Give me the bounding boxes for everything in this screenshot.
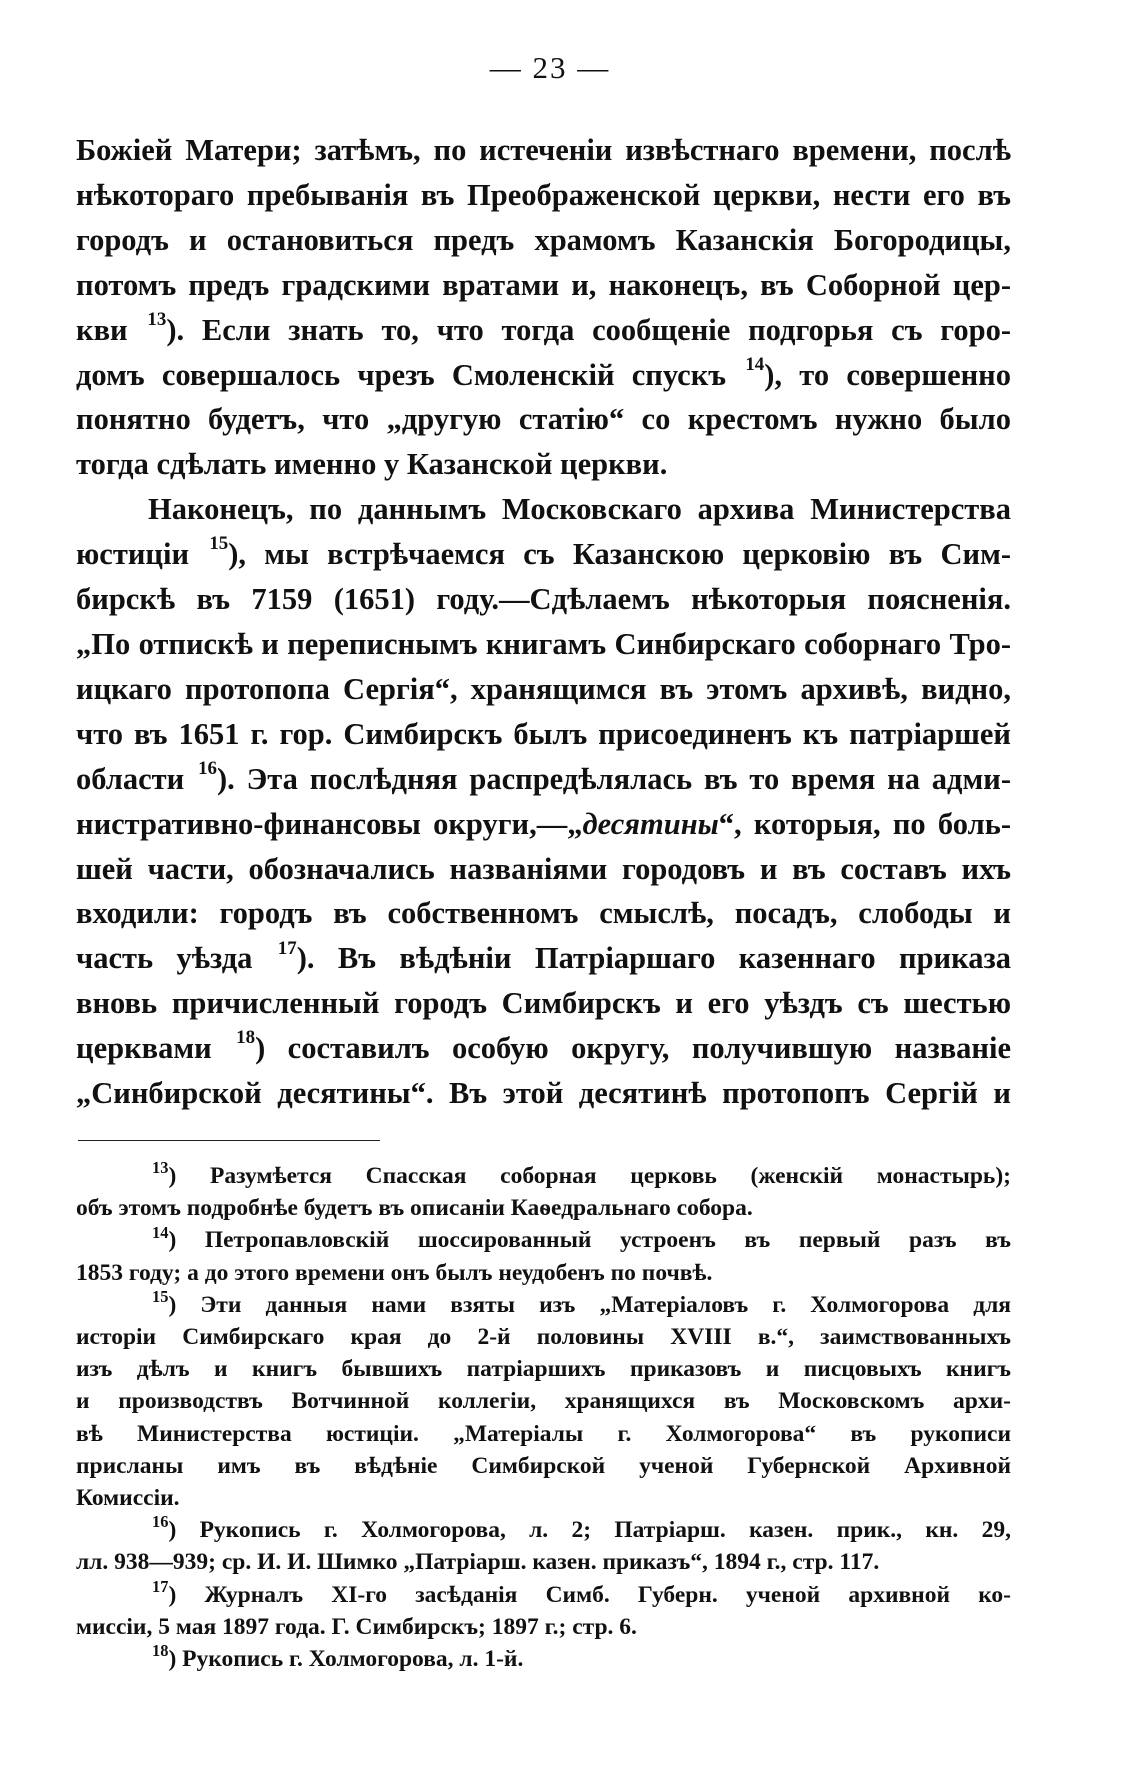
footnote-ref: 13 <box>147 308 167 330</box>
page-number: — 23 — <box>489 50 611 85</box>
text-line: „Синбирской десятины“. Въ этой десятинѣ протопопъ Сергій и <box>76 1076 1011 1111</box>
text-line: кви $^{13}$). Если знать то, что тогда сообщеніе подгорья съ горо- <box>76 308 1011 347</box>
footnote-divider <box>78 1140 380 1141</box>
text-line: понятно будетъ, что „другую статію“ со крестомъ нужно было <box>76 402 1011 437</box>
footnote: $^{13}$) Разумѣется Спасская соборная церковь (женскій монастырь); объ этомъ подробнѣе будетъ въ описаніи Каѳедральнаго собора. <box>76 1158 1011 1222</box>
text-line: области $^{16}$). Эта послѣдняя распредѣлялась въ то время на адми- <box>76 757 1011 796</box>
text-line: церквами $^{18}$) составилъ особую округу, получившую названіе <box>76 1027 1012 1066</box>
footnote-number: 16 <box>152 1512 169 1532</box>
text-line: что въ 1651 г. гор. Симбирскъ былъ присоединенъ къ патріаршей <box>76 716 1011 751</box>
footnote: $^{18}$) Рукопись г. Холмогорова, л. 1-й. <box>152 1641 524 1673</box>
text-line: бирскѣ въ 7159 (1651) году.—Сдѣлаемъ нѣкоторыя поясненія. <box>76 582 1011 617</box>
footnote-ref: 17 <box>277 937 297 959</box>
footnote-number: 18 <box>152 1641 169 1661</box>
footnote-ref: 14 <box>745 353 765 375</box>
text-line: часть уѣзда $^{17}$). Въ вѣдѣніи Патріаршаго казеннаго приказа <box>76 937 1011 976</box>
text-line: ицкаго протопопа Сергія“, хранящимся въ этомъ архивѣ, видно, <box>76 671 1011 706</box>
footnote-ref: 16 <box>198 757 217 779</box>
italic-term: десятины <box>582 806 719 841</box>
footnote-number: 14 <box>152 1222 169 1242</box>
footnote-number: 13 <box>152 1158 169 1178</box>
text-line: потомъ предъ градскими вратами и, наконецъ, въ Соборной цер- <box>76 267 1011 302</box>
text-line: тогда сдѣлать именно у Казанской церкви. <box>76 447 668 482</box>
text-line: домъ совершалось чрезъ Смоленскій спускъ $^{14}$), то совершенно <box>76 353 1012 392</box>
text-line: Божіей Матери; затѣмъ, по истеченіи извѣстнаго времени, послѣ <box>76 133 1011 167</box>
footnote-ref: 15 <box>209 533 229 555</box>
text-line: шей части, обозначались названіями городовъ и въ составъ ихъ <box>76 851 1011 886</box>
footnote-number: 15 <box>152 1286 169 1306</box>
footnote: $^{14}$) Петропавловскій шоссированный устроенъ въ первый разъ въ 1853 году; а до этого времени онъ былъ неудобенъ по почвѣ. <box>76 1222 1011 1286</box>
text-line: Наконецъ, по даннымъ Московскаго архива Министерства <box>148 492 1011 527</box>
footnotes <box>76 1160 1011 1675</box>
footnote: $^{17}$) Журналъ XI-го засѣданія Симб. Губерн. ученой архивной ко- миссіи, 5 мая 1897 года. Г. Симбирскъ; 1897 г.; стр. 6. <box>76 1576 1011 1640</box>
text-line: городъ и остановиться предъ храмомъ Казанскія Богородицы, <box>76 222 1011 257</box>
footnote: $^{15}$) Эти данныя нами взяты изъ „Матеріаловъ г. Холмогорова для исторіи Симбирскаго края до 2-й половины XVIII в.“, заимствованныхъ изъ дѣлъ и книгъ бывшихъ патріаршихъ приказовъ и писцовыхъ книгъ и производствъ Вотчинной коллегіи, хранящихся въ Московскомъ архи- вѣ Министерства юстиціи. „Матеріалы г. Холмогорова“ въ рукописи присланы имъ въ вѣдѣніе Симбирской ученой Губернской Архивной Комиссіи. <box>76 1286 1011 1512</box>
text-line: входили: городъ въ собственномъ смыслѣ, посадъ, слободы и <box>76 896 1011 931</box>
footnote: $^{16}$) Рукопись г. Холмогорова, л. 2; Патріарш. казен. прик., кн. 29, лл. 938—939; ср. И. И. Шимко „Патріарш. казен. приказъ“, 1894 г., стр. 117. <box>76 1512 1011 1576</box>
footnote-ref: 18 <box>236 1027 256 1049</box>
text-line: вновь причисленный городъ Симбирскъ и его уѣздъ съ шестью <box>76 986 1011 1021</box>
footnote-number: 17 <box>152 1576 169 1596</box>
text-line: „По отпискѣ и переписнымъ книгамъ Синбирскаго соборнаго Тро- <box>76 626 1011 661</box>
text-line: юстиціи $^{15}$), мы встрѣчаемся съ Казанскою церковію въ Сим- <box>76 533 1011 572</box>
text-line: нѣкотораго пребыванія въ Преображенской церкви, нести его въ <box>76 177 1011 212</box>
main-text <box>76 128 1011 1116</box>
text-line: нистративно-финансовы округи,—„десятины“, которыя, по боль- <box>76 806 1011 841</box>
